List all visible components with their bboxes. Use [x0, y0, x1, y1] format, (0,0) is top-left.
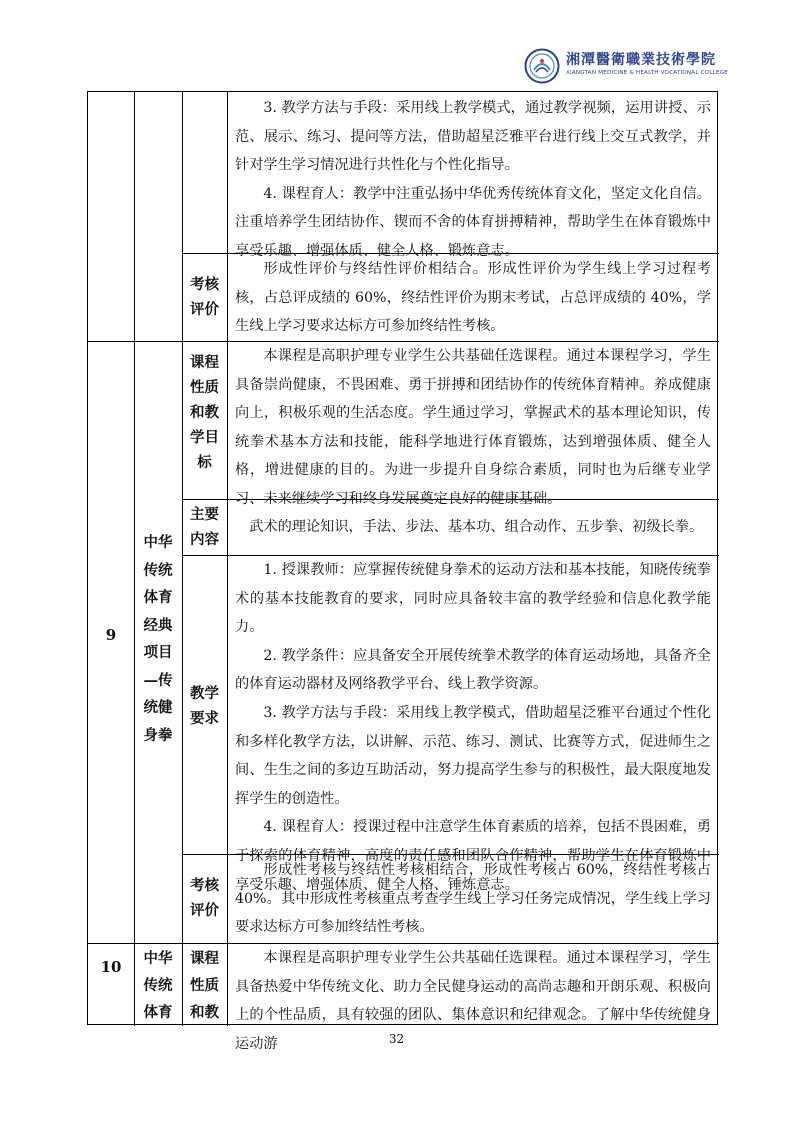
cell-content — [235, 556, 711, 899]
col-divider-label — [227, 92, 228, 1026]
paragraph: 2. 教学条件：应具备安全开展传统拳术教学的体育运动场地，具备齐全的体育运动器材及网络教学平台、线上教学资源。 — [235, 647, 711, 693]
course-name: 中华传统体育经典项目—传统健身拳 — [143, 534, 173, 744]
paragraph: 形成性评价与终结性评价相结合。形成性评价为学生线上学习过程考核，占总评成绩的 60%，终结性评价为期末考试，占总评成绩的 40%，学生线上学习要求达标方可参加终结性考核。 — [235, 261, 711, 335]
cell-content — [235, 94, 711, 266]
paragraph: 本课程是高职护理专业学生公共基础任选课程。通过本课程学习，学生具备热爱中华传统文化、助力全民健身运动的高尚志趣和开朗乐观、积极向上的个性品质，具有较强的团队、集体意识和纪律观念。了解中华传统健身运动游 — [235, 950, 711, 1052]
paragraph: 本课程是高职护理专业学生公共基础任选课程。通过本课程学习，学生具备崇尚健康，不畏困难、勇于拼搏和团结协作的传统体育精神。养成健康向上，积极乐观的生活态度。学生通过学习，掌握武术的基本理论知识，传统拳术基本方法和技能，能科学地进行体育锻炼，达到增强体质、健全人格，增进健康的目的。为进一步提升自身综合素质，同时也为后继专业学习、未来继续学习和终身发展奠定良好的健康基础。 — [235, 348, 711, 507]
cell-content — [235, 255, 711, 341]
section-label: 课程性质和教学目标 — [190, 354, 219, 471]
cell-content — [235, 856, 711, 942]
paragraph: 1. 授课教师：应掌握传统健身拳术的运动方法和基本技能，知晓传统拳术的基本技能教育的要求，同时应具备较丰富的教学经验和信息化教学能力。 — [235, 562, 711, 636]
section-label: 考核评价 — [190, 877, 219, 919]
paragraph: 3. 教学方法与手段：采用线上教学模式，通过教学视频，运用讲授、示范、展示、练习、提问等方法，借助超星泛雅平台进行线上交互式教学，并针对学生学习情况进行共性化与个性化指导。 — [235, 100, 711, 174]
paragraph: 武术的理论知识，手法、步法、基本功、组合动作、五步拳、初级长拳。 — [249, 519, 704, 535]
college-name-en: XIANGTAN MEDICINE & HEALTH VOCATIONAL COLLEGE — [566, 70, 728, 76]
paragraph: 4. 课程育人：教学中注重弘扬中华优秀传统体育文化，坚定文化自信。注重培养学生团结协作、锲而不舍的体育拼搏精神，帮助学生在体育锻炼中享受乐趣、增强体质、健全人格、锻炼意志。 — [235, 185, 711, 259]
section-label: 主要内容 — [190, 506, 219, 548]
cell-content — [235, 342, 711, 514]
row-index: 10 — [100, 958, 122, 976]
college-logo — [524, 46, 728, 88]
paragraph: 3. 教学方法与手段：采用线上教学模式，借助超星泛雅平台通过个性化和多样化教学方法，以讲解、示范、练习、测试、比赛等方式，促进师生之间、生生之间的多边互助活动，努力提高学生参与的积极性，最大限度地发挥学生的创造性。 — [235, 704, 711, 807]
college-name-cn: 湘潭醫衛職業技術學院 — [566, 52, 716, 68]
paragraph: 4. 课程育人：授课过程中注意学生体育素质的培养，包括不畏困难，勇于探索的体育精神，高度的责任感和团队合作精神，帮助学生在体育锻炼中享受乐趣、增强体质、健全人格、锤炼意志。 — [235, 819, 711, 893]
section-label: 教学要求 — [190, 685, 219, 727]
college-emblem-icon — [524, 48, 560, 84]
page-number: 32 — [388, 1032, 405, 1046]
paragraph: 形成性考核与终结性考核相结合，形成性考核占 60%，终结性考核占 40%。其中形成性考核重点考查学生线上学习任务完成情况，学生线上学习要求达标方可参加终结性考核。 — [235, 862, 711, 936]
course-name: 中华传统体育 — [143, 950, 173, 1021]
section-label: 课程性质和教 — [190, 950, 219, 1021]
row-index: 9 — [105, 626, 117, 644]
section-label: 考核评价 — [190, 276, 219, 318]
cell-content — [235, 513, 711, 542]
